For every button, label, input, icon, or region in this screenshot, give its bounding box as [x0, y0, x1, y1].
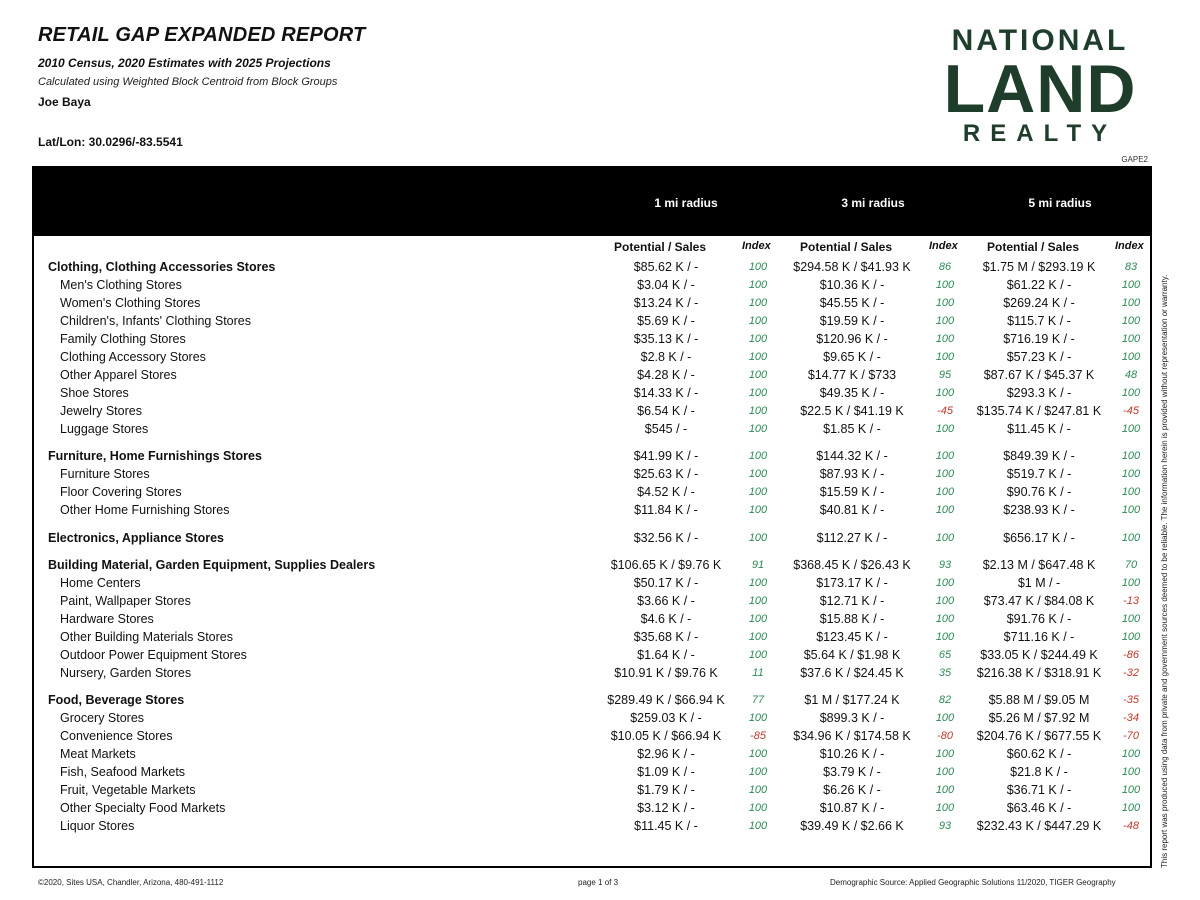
row-label: Other Building Materials Stores [60, 630, 233, 644]
index-value: 100 [748, 297, 768, 309]
potential-sales-value: $25.63 K / - [633, 467, 699, 481]
report-table [32, 166, 1152, 868]
index-value: 100 [748, 315, 768, 327]
potential-sales-value: $90.76 K / - [1006, 485, 1072, 499]
potential-sales-value: $293.3 K / - [1006, 386, 1072, 400]
radius-5mi-header: 5 mi radius [1028, 196, 1092, 210]
potential-sales-value: $112.27 K / - [816, 531, 888, 545]
index-value: 100 [1121, 504, 1141, 516]
potential-sales-value: $41.99 K / - [633, 449, 699, 463]
potential-sales-value: $545 / - [644, 422, 688, 436]
potential-sales-value: $10.36 K / - [819, 278, 885, 292]
potential-sales-value: $63.46 K / - [1006, 801, 1072, 815]
index-value: 93 [938, 559, 952, 571]
table-row [34, 278, 1150, 296]
potential-sales-value: $36.71 K / - [1006, 783, 1072, 797]
index-value: 100 [748, 333, 768, 345]
index-value: -70 [1123, 730, 1139, 742]
row-label: Fish, Seafood Markets [60, 765, 186, 779]
calculation-note: Calculated using Weighted Block Centroid from Block Groups [38, 76, 338, 88]
index-value: 100 [1121, 802, 1141, 814]
report-subtitle: 2010 Census, 2020 Estimates with 2025 Projections [38, 56, 331, 70]
row-label: Jewelry Stores [60, 404, 142, 418]
potential-sales-value: $716.19 K / - [1003, 332, 1075, 346]
potential-sales-value: $4.6 K / - [640, 612, 692, 626]
index-value: -13 [1123, 595, 1139, 607]
table-row [34, 747, 1150, 765]
logo-line-national: NATIONAL [951, 24, 1129, 57]
row-label: Convenience Stores [60, 729, 173, 743]
table-row [34, 666, 1150, 684]
potential-sales-value: $40.81 K / - [819, 503, 885, 517]
index-value: 100 [935, 423, 955, 435]
table-row [34, 576, 1150, 594]
potential-sales-value: $85.62 K / - [633, 260, 699, 274]
potential-sales-value: $10.26 K / - [819, 747, 885, 761]
index-value: 100 [935, 315, 955, 327]
potential-sales-value: $35.68 K / - [633, 630, 699, 644]
category-row [34, 260, 1150, 278]
potential-sales-value: $4.28 K / - [637, 368, 695, 382]
potential-sales-value: $2.8 K / - [640, 350, 692, 364]
index-value: -34 [1123, 712, 1139, 724]
potential-sales-value: $13.24 K / - [633, 296, 699, 310]
potential-sales-value: $711.16 K / - [1003, 630, 1075, 644]
potential-sales-header-1mi: Potential / Sales [614, 240, 707, 254]
potential-sales-value: $519.7 K / - [1006, 467, 1072, 481]
lat-lon: Lat/Lon: 30.0296/-83.5541 [38, 135, 183, 149]
potential-sales-value: $50.17 K / - [633, 576, 699, 590]
index-value: 100 [935, 613, 955, 625]
potential-sales-value: $33.05 K / $244.49 K [980, 648, 1098, 662]
index-value: 100 [748, 712, 768, 724]
table-row [34, 386, 1150, 404]
potential-sales-value: $115.7 K / - [1007, 314, 1071, 328]
table-row [34, 314, 1150, 332]
index-value: 100 [1121, 450, 1141, 462]
radius-1mi-header: 1 mi radius [654, 196, 718, 210]
potential-sales-value: $656.17 K / - [1003, 531, 1075, 545]
potential-sales-header-5mi: Potential / Sales [987, 240, 1080, 254]
radius-3mi-header: 3 mi radius [841, 196, 905, 210]
index-value: 100 [748, 387, 768, 399]
category-label: Building Material, Garden Equipment, Supplies Dealers [48, 558, 376, 572]
potential-sales-value: $849.39 K / - [1003, 449, 1075, 463]
potential-sales-value: $173.17 K / - [816, 576, 888, 590]
table-row [34, 711, 1150, 729]
footer-page-number: page 1 of 3 [578, 878, 619, 887]
report-title: RETAIL GAP EXPANDED REPORT [38, 24, 366, 46]
index-value: 100 [935, 577, 955, 589]
table-row [34, 350, 1150, 368]
index-value: 100 [1121, 748, 1141, 760]
potential-sales-value: $1.64 K / - [637, 648, 695, 662]
index-value: 11 [752, 667, 764, 679]
category-row [34, 531, 1150, 549]
potential-sales-value: $11.45 K / - [1007, 422, 1071, 436]
potential-sales-header-3mi: Potential / Sales [800, 240, 893, 254]
potential-sales-value: $11.45 K / - [634, 819, 698, 833]
category-label: Food, Beverage Stores [48, 693, 185, 707]
index-value: 77 [751, 694, 765, 706]
index-value: 100 [935, 532, 955, 544]
table-row [34, 630, 1150, 648]
row-label: Family Clothing Stores [60, 332, 186, 346]
table-row [34, 819, 1150, 837]
row-label: Clothing Accessory Stores [60, 350, 206, 364]
potential-sales-value: $2.13 M / $647.48 K [982, 558, 1096, 572]
potential-sales-value: $60.62 K / - [1006, 747, 1072, 761]
index-value: 100 [748, 820, 768, 832]
potential-sales-value: $1.09 K / - [637, 765, 695, 779]
index-header-3mi: Index [929, 240, 958, 252]
table-row [34, 422, 1150, 440]
potential-sales-value: $15.88 K / - [819, 612, 885, 626]
index-value: 91 [751, 559, 765, 571]
table-row [34, 332, 1150, 350]
index-value: 100 [935, 802, 955, 814]
potential-sales-value: $123.45 K / - [816, 630, 888, 644]
table-row [34, 485, 1150, 503]
category-label: Clothing, Clothing Accessories Stores [48, 260, 276, 274]
index-value: 82 [938, 694, 952, 706]
potential-sales-value: $10.87 K / - [819, 801, 885, 815]
potential-sales-value: $12.71 K / - [819, 594, 885, 608]
category-row [34, 558, 1150, 576]
index-value: 100 [748, 504, 768, 516]
index-value: 100 [1121, 387, 1141, 399]
potential-sales-value: $3.12 K / - [637, 801, 695, 815]
table-row [34, 765, 1150, 783]
index-value: 100 [748, 631, 768, 643]
index-value: 100 [1121, 613, 1141, 625]
index-header-5mi: Index [1115, 240, 1144, 252]
potential-sales-value: $289.49 K / $66.94 K [607, 693, 725, 707]
index-value: 100 [1121, 423, 1141, 435]
index-value: 100 [1121, 297, 1141, 309]
row-label: Home Centers [60, 576, 141, 590]
table-row [34, 594, 1150, 612]
potential-sales-value: $135.74 K / $247.81 K [976, 404, 1102, 418]
row-label: Meat Markets [60, 747, 136, 761]
index-value: -80 [937, 730, 953, 742]
index-value: 100 [1121, 766, 1141, 778]
index-value: 65 [938, 649, 952, 661]
potential-sales-value: $120.96 K / - [816, 332, 888, 346]
row-label: Other Home Furnishing Stores [60, 503, 230, 517]
row-label: Grocery Stores [60, 711, 145, 725]
index-value: -85 [750, 730, 766, 742]
index-value: 100 [748, 748, 768, 760]
row-label: Children's, Infants' Clothing Stores [60, 314, 251, 328]
table-row [34, 503, 1150, 521]
potential-sales-value: $73.47 K / $84.08 K [983, 594, 1095, 608]
index-value: 100 [935, 387, 955, 399]
row-label: Furniture Stores [60, 467, 150, 481]
potential-sales-value: $19.59 K / - [819, 314, 885, 328]
potential-sales-value: $2.96 K / - [637, 747, 695, 761]
potential-sales-value: $87.67 K / $45.37 K [983, 368, 1095, 382]
index-value: 100 [748, 649, 768, 661]
category-label: Furniture, Home Furnishings Stores [48, 449, 262, 463]
potential-sales-value: $45.55 K / - [819, 296, 885, 310]
index-value: 83 [1124, 261, 1138, 273]
index-value: 86 [938, 261, 952, 273]
row-label: Hardware Stores [60, 612, 154, 626]
potential-sales-value: $4.52 K / - [637, 485, 695, 499]
potential-sales-value: $34.96 K / $174.58 K [793, 729, 911, 743]
category-label: Electronics, Appliance Stores [48, 531, 224, 545]
potential-sales-value: $21.8 K / - [1010, 765, 1068, 779]
potential-sales-value: $6.54 K / - [637, 404, 695, 418]
potential-sales-value: $9.65 K / - [823, 350, 881, 364]
table-row [34, 368, 1150, 386]
index-value: 100 [748, 532, 768, 544]
row-label: Men's Clothing Stores [60, 278, 182, 292]
potential-sales-value: $57.23 K / - [1006, 350, 1072, 364]
index-value: 100 [748, 351, 768, 363]
index-value: -45 [937, 405, 953, 417]
index-value: 100 [935, 486, 955, 498]
potential-sales-value: $49.35 K / - [819, 386, 885, 400]
index-value: -45 [1123, 405, 1139, 417]
potential-sales-value: $238.93 K / - [1003, 503, 1075, 517]
index-value: 100 [935, 766, 955, 778]
potential-sales-value: $22.5 K / $41.19 K [800, 404, 904, 418]
index-value: -48 [1123, 820, 1139, 832]
row-label: Other Specialty Food Markets [60, 801, 226, 815]
potential-sales-value: $3.79 K / - [823, 765, 881, 779]
category-row [34, 449, 1150, 467]
row-label: Shoe Stores [60, 386, 129, 400]
potential-sales-value: $15.59 K / - [819, 485, 885, 499]
potential-sales-value: $39.49 K / $2.66 K [800, 819, 904, 833]
index-value: 100 [935, 450, 955, 462]
index-value: 100 [935, 468, 955, 480]
potential-sales-value: $1.75 M / $293.19 K [982, 260, 1096, 274]
table-row [34, 296, 1150, 314]
table-row [34, 467, 1150, 485]
potential-sales-value: $3.04 K / - [637, 278, 695, 292]
potential-sales-value: $37.6 K / $24.45 K [800, 666, 904, 680]
index-value: 100 [935, 504, 955, 516]
potential-sales-value: $14.33 K / - [633, 386, 699, 400]
index-value: 100 [935, 595, 955, 607]
index-value: 70 [1124, 559, 1138, 571]
index-value: 95 [938, 369, 952, 381]
index-value: 93 [938, 820, 952, 832]
index-value: 100 [748, 261, 768, 273]
potential-sales-value: $144.32 K / - [816, 449, 888, 463]
disclaimer-sidenote: This report was produced using data from private and government sources deemed to be reliable. The information herein is provided without representation or warranty. [1160, 274, 1169, 868]
index-value: 100 [1121, 333, 1141, 345]
index-value: 100 [935, 279, 955, 291]
report-code: GAPE2 [1121, 155, 1148, 164]
logo-line-realty: REALTY [962, 120, 1118, 147]
index-value: 100 [748, 486, 768, 498]
index-value: -86 [1123, 649, 1139, 661]
potential-sales-value: $1.85 K / - [823, 422, 881, 436]
potential-sales-value: $1.79 K / - [637, 783, 695, 797]
index-value: 35 [938, 667, 952, 679]
author-name: Joe Baya [38, 95, 91, 109]
potential-sales-value: $1 M / $177.24 K [804, 693, 900, 707]
radius-header-bar [34, 168, 1150, 236]
potential-sales-value: $14.77 K / $733 [807, 368, 897, 382]
row-label: Luggage Stores [60, 422, 149, 436]
index-value: 48 [1124, 369, 1138, 381]
index-value: 100 [1121, 486, 1141, 498]
index-value: 100 [1121, 577, 1141, 589]
potential-sales-value: $204.76 K / $677.55 K [976, 729, 1102, 743]
potential-sales-value: $899.3 K / - [819, 711, 885, 725]
table-row [34, 801, 1150, 819]
index-value: 100 [1121, 315, 1141, 327]
index-value: 100 [935, 784, 955, 796]
index-value: 100 [1121, 631, 1141, 643]
row-label: Paint, Wallpaper Stores [60, 594, 191, 608]
potential-sales-value: $3.66 K / - [637, 594, 695, 608]
table-row [34, 783, 1150, 801]
row-label: Other Apparel Stores [60, 368, 177, 382]
potential-sales-value: $1 M / - [1017, 576, 1061, 590]
category-row [34, 693, 1150, 711]
index-value: 100 [748, 279, 768, 291]
row-label: Liquor Stores [60, 819, 135, 833]
index-value: 100 [1121, 279, 1141, 291]
footer-data-source: Demographic Source: Applied Geographic Solutions 11/2020, TIGER Geography [830, 878, 1116, 887]
index-value: 100 [748, 468, 768, 480]
potential-sales-value: $216.38 K / $318.91 K [976, 666, 1102, 680]
potential-sales-value: $5.88 M / $9.05 M [988, 693, 1090, 707]
table-row [34, 729, 1150, 747]
index-value: 100 [1121, 351, 1141, 363]
row-label: Floor Covering Stores [60, 485, 182, 499]
potential-sales-value: $32.56 K / - [633, 531, 699, 545]
index-value: 100 [748, 405, 768, 417]
potential-sales-value: $91.76 K / - [1006, 612, 1072, 626]
potential-sales-value: $5.26 M / $7.92 M [988, 711, 1090, 725]
national-land-realty-logo [920, 24, 1160, 154]
index-value: 100 [748, 802, 768, 814]
index-value: 100 [935, 297, 955, 309]
table-row [34, 612, 1150, 630]
footer-copyright: ©2020, Sites USA, Chandler, Arizona, 480-491-1112 [38, 878, 224, 887]
index-value: 100 [748, 784, 768, 796]
index-value: 100 [748, 613, 768, 625]
table-row [34, 648, 1150, 666]
potential-sales-value: $232.43 K / $447.29 K [976, 819, 1102, 833]
index-value: 100 [1121, 784, 1141, 796]
index-value: 100 [1121, 468, 1141, 480]
potential-sales-value: $61.22 K / - [1006, 278, 1072, 292]
index-header-1mi: Index [742, 240, 771, 252]
table-row [34, 404, 1150, 422]
index-value: 100 [748, 369, 768, 381]
potential-sales-value: $368.45 K / $26.43 K [793, 558, 911, 572]
index-value: 100 [935, 351, 955, 363]
potential-sales-value: $11.84 K / - [634, 503, 698, 517]
index-value: 100 [748, 423, 768, 435]
row-label: Fruit, Vegetable Markets [60, 783, 196, 797]
index-value: 100 [935, 748, 955, 760]
index-value: -35 [1123, 694, 1139, 706]
index-value: 100 [748, 595, 768, 607]
potential-sales-value: $87.93 K / - [819, 467, 885, 481]
row-label: Outdoor Power Equipment Stores [60, 648, 247, 662]
index-value: 100 [935, 712, 955, 724]
index-value: 100 [748, 577, 768, 589]
potential-sales-value: $10.05 K / $66.94 K [610, 729, 722, 743]
index-value: 100 [935, 333, 955, 345]
potential-sales-value: $106.65 K / $9.76 K [610, 558, 722, 572]
potential-sales-value: $35.13 K / - [633, 332, 699, 346]
index-value: 100 [748, 450, 768, 462]
row-label: Women's Clothing Stores [60, 296, 201, 310]
potential-sales-value: $294.58 K / $41.93 K [793, 260, 911, 274]
index-value: 100 [748, 766, 768, 778]
potential-sales-value: $5.64 K / $1.98 K [803, 648, 901, 662]
report-header [38, 24, 365, 109]
potential-sales-value: $10.91 K / $9.76 K [614, 666, 718, 680]
index-value: 100 [935, 631, 955, 643]
index-value: -32 [1123, 667, 1139, 679]
index-value: 100 [1121, 532, 1141, 544]
potential-sales-value: $6.26 K / - [823, 783, 881, 797]
potential-sales-value: $5.69 K / - [637, 314, 695, 328]
row-label: Nursery, Garden Stores [60, 666, 192, 680]
potential-sales-value: $269.24 K / - [1003, 296, 1075, 310]
potential-sales-value: $259.03 K / - [630, 711, 702, 725]
logo-line-land: LAND [943, 51, 1137, 127]
